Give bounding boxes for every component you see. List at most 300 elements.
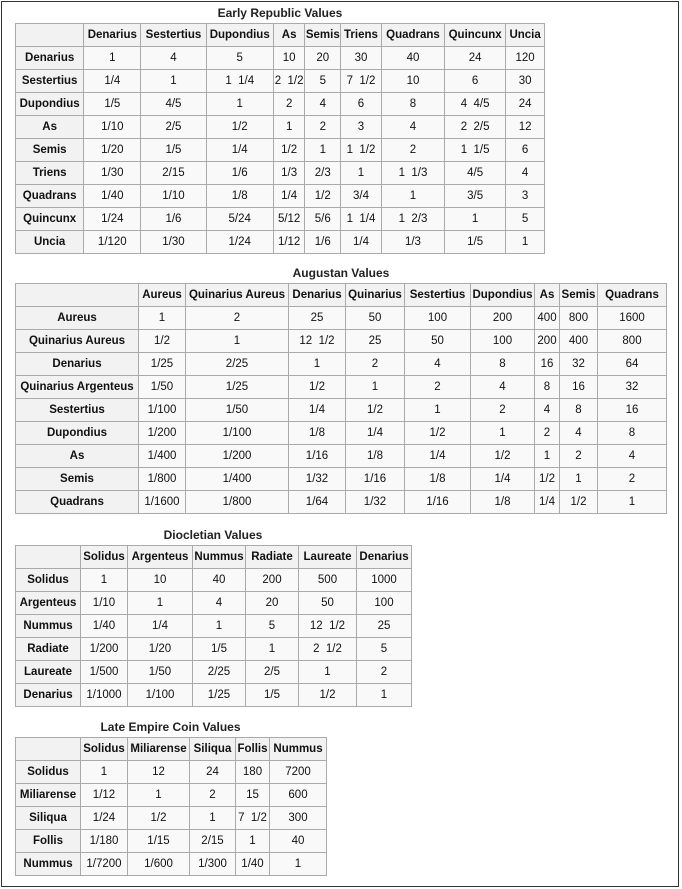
table-cell: 1/8 bbox=[471, 491, 535, 514]
row-header: Laureate bbox=[16, 661, 81, 684]
row-header: Quincunx bbox=[16, 208, 84, 231]
row-header: Dupondius bbox=[16, 93, 84, 116]
table-cell: 1/2 bbox=[305, 185, 341, 208]
table-cell: 20 bbox=[305, 47, 341, 70]
table-cell: 1/4 bbox=[128, 615, 193, 638]
table-cell: 1 bbox=[560, 468, 598, 491]
table-cell: 1/32 bbox=[346, 491, 405, 514]
corner-cell bbox=[16, 738, 81, 761]
table-cell: 2 bbox=[357, 661, 412, 684]
table-cell: 100 bbox=[471, 330, 535, 353]
table-cell: 16 bbox=[560, 376, 598, 399]
table-cell: 2 1/2 bbox=[299, 638, 357, 661]
row-header: Denarius bbox=[16, 684, 81, 707]
table-cell: 400 bbox=[560, 330, 598, 353]
header-row bbox=[16, 546, 412, 569]
table-cell: 5 bbox=[506, 208, 545, 231]
row-header: Sestertius bbox=[16, 70, 84, 93]
table-cell: 1/2 bbox=[405, 422, 471, 445]
row-header: Solidus bbox=[16, 761, 81, 784]
table-row bbox=[16, 422, 667, 445]
table-cell: 2/5 bbox=[141, 116, 206, 139]
table-cell: 1/64 bbox=[289, 491, 346, 514]
table-cell: 1 1/4 bbox=[341, 208, 382, 231]
table-cell: 1/16 bbox=[346, 468, 405, 491]
table-cell: 32 bbox=[598, 376, 667, 399]
row-header: Quinarius Aureus bbox=[16, 330, 139, 353]
table-cell: 1/120 bbox=[84, 231, 141, 254]
table-cell: 1/1000 bbox=[81, 684, 128, 707]
table-cell: 2 bbox=[186, 307, 289, 330]
table-cell: 1/50 bbox=[139, 376, 186, 399]
table-cell: 1/40 bbox=[84, 185, 141, 208]
table-cell: 12 1/2 bbox=[299, 615, 357, 638]
table-cell: 1 bbox=[341, 162, 382, 185]
table-row bbox=[16, 569, 412, 592]
column-header: Uncia bbox=[506, 24, 545, 47]
table-cell: 2 bbox=[560, 445, 598, 468]
table-cell: 1 bbox=[381, 185, 444, 208]
table-cell: 1/12 bbox=[81, 784, 128, 807]
table-cell: 2/15 bbox=[141, 162, 206, 185]
table-cell: 1 bbox=[186, 330, 289, 353]
corner-cell bbox=[16, 284, 139, 307]
table-cell: 1 1/2 bbox=[341, 139, 382, 162]
table-cell: 400 bbox=[535, 307, 560, 330]
row-header: As bbox=[16, 116, 84, 139]
table-cell: 1000 bbox=[357, 569, 412, 592]
table-cell: 1/2 bbox=[560, 491, 598, 514]
table-cell: 4 bbox=[598, 445, 667, 468]
corner-cell bbox=[16, 24, 84, 47]
table-cell: 800 bbox=[560, 307, 598, 330]
table-cell: 1/400 bbox=[186, 468, 289, 491]
table-cell: 2 bbox=[471, 399, 535, 422]
row-header: Radiate bbox=[16, 638, 81, 661]
column-header: Semis bbox=[305, 24, 341, 47]
augustan-table bbox=[15, 283, 667, 514]
table-cell: 1/4 bbox=[206, 139, 273, 162]
table-row bbox=[16, 592, 412, 615]
table-cell: 1 2/3 bbox=[381, 208, 444, 231]
table-cell: 10 bbox=[273, 47, 305, 70]
table-cell: 1/5 bbox=[445, 231, 506, 254]
table-cell: 1/30 bbox=[84, 162, 141, 185]
table-title: Diocletian Values bbox=[163, 528, 263, 542]
table-cell: 100 bbox=[405, 307, 471, 330]
row-header: Quadrans bbox=[16, 185, 84, 208]
table-cell: 1/100 bbox=[139, 399, 186, 422]
section-early-republic bbox=[15, 5, 545, 254]
table-cell: 1/10 bbox=[81, 592, 128, 615]
table-cell: 2/3 bbox=[305, 162, 341, 185]
table-cell: 1/10 bbox=[141, 185, 206, 208]
column-header: Denarius bbox=[84, 24, 141, 47]
table-cell: 25 bbox=[357, 615, 412, 638]
table-cell: 4 bbox=[535, 399, 560, 422]
table-cell: 1/16 bbox=[405, 491, 471, 514]
row-header: Solidus bbox=[16, 569, 81, 592]
table-cell: 2/25 bbox=[186, 353, 289, 376]
table-cell: 1/1600 bbox=[139, 491, 186, 514]
table-cell: 1 bbox=[346, 376, 405, 399]
table-cell: 5/12 bbox=[273, 208, 305, 231]
table-cell: 24 bbox=[190, 761, 236, 784]
row-header: Dupondius bbox=[16, 422, 139, 445]
column-header: Semis bbox=[560, 284, 598, 307]
table-cell: 4 bbox=[305, 93, 341, 116]
table-cell: 1 bbox=[471, 422, 535, 445]
table-cell: 25 bbox=[289, 307, 346, 330]
column-header: Triens bbox=[341, 24, 382, 47]
table-cell: 5 bbox=[246, 615, 299, 638]
table-cell: 30 bbox=[341, 47, 382, 70]
table-row bbox=[16, 307, 667, 330]
section-augustan bbox=[15, 265, 667, 514]
table-row bbox=[16, 376, 667, 399]
table-cell: 1/100 bbox=[186, 422, 289, 445]
table-cell: 12 bbox=[128, 761, 190, 784]
table-cell: 120 bbox=[506, 47, 545, 70]
table-cell: 1/2 bbox=[206, 116, 273, 139]
table-cell: 1/20 bbox=[84, 139, 141, 162]
table-cell: 1/4 bbox=[405, 445, 471, 468]
table-row bbox=[16, 807, 327, 830]
table-cell: 3 bbox=[506, 185, 545, 208]
table-row bbox=[16, 784, 327, 807]
table-cell: 1/8 bbox=[289, 422, 346, 445]
table-row bbox=[16, 491, 667, 514]
table-title: Early Republic Values bbox=[217, 6, 343, 20]
table-cell: 1/5 bbox=[141, 139, 206, 162]
table-cell: 1/2 bbox=[346, 399, 405, 422]
table-cell: 1/2 bbox=[535, 468, 560, 491]
table-row bbox=[16, 353, 667, 376]
table-cell: 1/6 bbox=[141, 208, 206, 231]
header-row bbox=[16, 284, 667, 307]
table-cell: 4/5 bbox=[141, 93, 206, 116]
table-cell: 6 bbox=[445, 70, 506, 93]
table-cell: 2/5 bbox=[246, 661, 299, 684]
table-cell: 4 bbox=[193, 592, 246, 615]
table-cell: 2 bbox=[305, 116, 341, 139]
table-cell: 1 bbox=[128, 784, 190, 807]
table-cell: 800 bbox=[598, 330, 667, 353]
table-cell: 1 bbox=[139, 307, 186, 330]
table-cell: 1 bbox=[535, 445, 560, 468]
table-cell: 1 bbox=[246, 638, 299, 661]
table-cell: 1/4 bbox=[346, 422, 405, 445]
table-cell: 1 bbox=[128, 592, 193, 615]
column-header: As bbox=[535, 284, 560, 307]
row-header: Semis bbox=[16, 139, 84, 162]
table-cell: 200 bbox=[246, 569, 299, 592]
table-cell: 1/24 bbox=[81, 807, 128, 830]
table-cell: 1/20 bbox=[128, 638, 193, 661]
section-late-empire bbox=[15, 719, 326, 876]
table-cell: 2 bbox=[405, 376, 471, 399]
table-cell: 200 bbox=[471, 307, 535, 330]
table-cell: 50 bbox=[346, 307, 405, 330]
table-cell: 1 bbox=[236, 830, 270, 853]
row-header: Denarius bbox=[16, 47, 84, 70]
table-cell: 1/50 bbox=[186, 399, 289, 422]
column-header: Dupondius bbox=[471, 284, 535, 307]
table-cell: 2 bbox=[273, 93, 305, 116]
table-cell: 1/2 bbox=[299, 684, 357, 707]
table-cell: 6 bbox=[341, 93, 382, 116]
table-cell: 1/500 bbox=[81, 661, 128, 684]
table-cell: 5 bbox=[357, 638, 412, 661]
table-cell: 1/2 bbox=[139, 330, 186, 353]
table-cell: 5/6 bbox=[305, 208, 341, 231]
row-header: Siliqua bbox=[16, 807, 81, 830]
table-cell: 1/4 bbox=[273, 185, 305, 208]
table-cell: 20 bbox=[246, 592, 299, 615]
table-row bbox=[16, 185, 545, 208]
table-cell: 1 bbox=[81, 761, 128, 784]
table-cell: 1 bbox=[598, 491, 667, 514]
table-cell: 24 bbox=[506, 93, 545, 116]
table-cell: 4 4/5 bbox=[445, 93, 506, 116]
table-cell: 1/4 bbox=[289, 399, 346, 422]
table-cell: 1/6 bbox=[305, 231, 341, 254]
table-cell: 2 bbox=[598, 468, 667, 491]
column-header: Solidus bbox=[81, 546, 128, 569]
table-cell: 40 bbox=[270, 830, 327, 853]
table-cell: 1/200 bbox=[139, 422, 186, 445]
table-cell: 64 bbox=[598, 353, 667, 376]
row-header: Uncia bbox=[16, 231, 84, 254]
table-row bbox=[16, 761, 327, 784]
table-cell: 3/5 bbox=[445, 185, 506, 208]
table-cell: 5 bbox=[206, 47, 273, 70]
table-cell: 2/25 bbox=[193, 661, 246, 684]
table-row bbox=[16, 93, 545, 116]
column-header: Miliarense bbox=[128, 738, 190, 761]
table-cell: 1/800 bbox=[139, 468, 186, 491]
table-cell: 3/4 bbox=[341, 185, 382, 208]
table-cell: 12 bbox=[506, 116, 545, 139]
table-cell: 1/600 bbox=[128, 853, 190, 876]
table-cell: 50 bbox=[299, 592, 357, 615]
column-header: Sestertius bbox=[405, 284, 471, 307]
column-header: Quadrans bbox=[381, 24, 444, 47]
table-cell: 1 1/5 bbox=[445, 139, 506, 162]
row-header: Nummus bbox=[16, 615, 81, 638]
table-cell: 1/4 bbox=[341, 231, 382, 254]
table-cell: 4 bbox=[560, 422, 598, 445]
table-cell: 1/12 bbox=[273, 231, 305, 254]
table-cell: 1/200 bbox=[186, 445, 289, 468]
table-cell: 100 bbox=[357, 592, 412, 615]
table-cell: 3 bbox=[341, 116, 382, 139]
table-cell: 1/8 bbox=[206, 185, 273, 208]
column-header: Argenteus bbox=[128, 546, 193, 569]
table-row bbox=[16, 70, 545, 93]
table-cell: 1600 bbox=[598, 307, 667, 330]
table-row bbox=[16, 830, 327, 853]
column-header: Dupondius bbox=[206, 24, 273, 47]
table-row bbox=[16, 661, 412, 684]
table-cell: 1 bbox=[506, 231, 545, 254]
row-header: Sestertius bbox=[16, 399, 139, 422]
table-cell: 600 bbox=[270, 784, 327, 807]
table-cell: 1/4 bbox=[535, 491, 560, 514]
table-cell: 25 bbox=[346, 330, 405, 353]
table-cell: 2/15 bbox=[190, 830, 236, 853]
column-header: Siliqua bbox=[190, 738, 236, 761]
table-cell: 1 bbox=[206, 93, 273, 116]
table-cell: 1/5 bbox=[84, 93, 141, 116]
table-cell: 2 1/2 bbox=[273, 70, 305, 93]
table-cell: 1 bbox=[299, 661, 357, 684]
table-row bbox=[16, 330, 667, 353]
column-header: Follis bbox=[236, 738, 270, 761]
table-cell: 16 bbox=[598, 399, 667, 422]
table-cell: 1 bbox=[270, 853, 327, 876]
table-cell: 200 bbox=[535, 330, 560, 353]
table-cell: 1 bbox=[84, 47, 141, 70]
table-cell: 1 bbox=[273, 116, 305, 139]
table-cell: 24 bbox=[445, 47, 506, 70]
table-cell: 1/30 bbox=[141, 231, 206, 254]
column-header: Radiate bbox=[246, 546, 299, 569]
table-cell: 2 bbox=[346, 353, 405, 376]
table-cell: 2 bbox=[190, 784, 236, 807]
table-cell: 1/25 bbox=[139, 353, 186, 376]
column-header: Sestertius bbox=[141, 24, 206, 47]
table-cell: 300 bbox=[270, 807, 327, 830]
table-cell: 10 bbox=[381, 70, 444, 93]
table-cell: 1/2 bbox=[289, 376, 346, 399]
table-cell: 180 bbox=[236, 761, 270, 784]
table-cell: 5 bbox=[305, 70, 341, 93]
table-cell: 8 bbox=[560, 399, 598, 422]
diocletian-table bbox=[15, 545, 412, 707]
column-header: Laureate bbox=[299, 546, 357, 569]
row-header: Denarius bbox=[16, 353, 139, 376]
table-cell: 1/180 bbox=[81, 830, 128, 853]
table-cell: 8 bbox=[535, 376, 560, 399]
table-row bbox=[16, 139, 545, 162]
table-cell: 1/200 bbox=[81, 638, 128, 661]
table-cell: 1/8 bbox=[346, 445, 405, 468]
row-header: Argenteus bbox=[16, 592, 81, 615]
table-cell: 8 bbox=[471, 353, 535, 376]
table-row bbox=[16, 468, 667, 491]
column-header: Quincunx bbox=[445, 24, 506, 47]
table-cell: 1/50 bbox=[128, 661, 193, 684]
table-cell: 1/25 bbox=[193, 684, 246, 707]
table-row bbox=[16, 638, 412, 661]
table-cell: 4 bbox=[141, 47, 206, 70]
table-cell: 4/5 bbox=[445, 162, 506, 185]
table-cell: 1/2 bbox=[273, 139, 305, 162]
table-row bbox=[16, 162, 545, 185]
table-cell: 4 bbox=[381, 116, 444, 139]
table-cell: 7 1/2 bbox=[236, 807, 270, 830]
table-cell: 12 1/2 bbox=[289, 330, 346, 353]
table-cell: 10 bbox=[128, 569, 193, 592]
table-cell: 1/32 bbox=[289, 468, 346, 491]
table-cell: 50 bbox=[405, 330, 471, 353]
table-cell: 8 bbox=[381, 93, 444, 116]
table-cell: 1/2 bbox=[128, 807, 190, 830]
table-row bbox=[16, 231, 545, 254]
header-row bbox=[16, 24, 545, 47]
section-diocletian bbox=[15, 527, 411, 707]
table-cell: 16 bbox=[535, 353, 560, 376]
table-cell: 4 bbox=[405, 353, 471, 376]
table-cell: 1/4 bbox=[471, 468, 535, 491]
table-cell: 30 bbox=[506, 70, 545, 93]
table-cell: 500 bbox=[299, 569, 357, 592]
table-cell: 40 bbox=[381, 47, 444, 70]
corner-cell bbox=[16, 546, 81, 569]
row-header: Nummus bbox=[16, 853, 81, 876]
column-header: As bbox=[273, 24, 305, 47]
row-header: Triens bbox=[16, 162, 84, 185]
table-row bbox=[16, 47, 545, 70]
table-cell: 1/800 bbox=[186, 491, 289, 514]
table-cell: 4 bbox=[471, 376, 535, 399]
table-cell: 1 bbox=[193, 615, 246, 638]
table-cell: 1 1/4 bbox=[206, 70, 273, 93]
header-row bbox=[16, 738, 327, 761]
column-header: Nummus bbox=[193, 546, 246, 569]
row-header: As bbox=[16, 445, 139, 468]
table-cell: 1/7200 bbox=[81, 853, 128, 876]
row-header: Miliarense bbox=[16, 784, 81, 807]
table-cell: 1/5 bbox=[193, 638, 246, 661]
column-header: Denarius bbox=[289, 284, 346, 307]
table-cell: 1/2 bbox=[471, 445, 535, 468]
table-cell: 7 1/2 bbox=[341, 70, 382, 93]
table-cell: 1 bbox=[445, 208, 506, 231]
table-cell: 8 bbox=[598, 422, 667, 445]
row-header: Follis bbox=[16, 830, 81, 853]
table-title: Augustan Values bbox=[292, 266, 390, 280]
table-cell: 1/24 bbox=[206, 231, 273, 254]
table-cell: 15 bbox=[236, 784, 270, 807]
table-cell: 1 bbox=[405, 399, 471, 422]
table-cell: 2 bbox=[381, 139, 444, 162]
table-cell: 1 bbox=[81, 569, 128, 592]
late-empire-table bbox=[15, 737, 327, 876]
row-header: Aureus bbox=[16, 307, 139, 330]
table-cell: 2 2/5 bbox=[445, 116, 506, 139]
column-header: Nummus bbox=[270, 738, 327, 761]
table-row bbox=[16, 853, 327, 876]
table-row bbox=[16, 116, 545, 139]
table-cell: 1/100 bbox=[128, 684, 193, 707]
table-cell: 1/3 bbox=[273, 162, 305, 185]
column-header: Denarius bbox=[357, 546, 412, 569]
table-cell: 1 bbox=[141, 70, 206, 93]
table-row bbox=[16, 399, 667, 422]
column-header: Quadrans bbox=[598, 284, 667, 307]
table-row bbox=[16, 208, 545, 231]
table-cell: 1/24 bbox=[84, 208, 141, 231]
table-cell: 1/25 bbox=[186, 376, 289, 399]
table-cell: 7200 bbox=[270, 761, 327, 784]
table-cell: 2 bbox=[535, 422, 560, 445]
table-cell: 1/15 bbox=[128, 830, 190, 853]
table-cell: 1 bbox=[357, 684, 412, 707]
row-header: Semis bbox=[16, 468, 139, 491]
table-cell: 1 bbox=[305, 139, 341, 162]
